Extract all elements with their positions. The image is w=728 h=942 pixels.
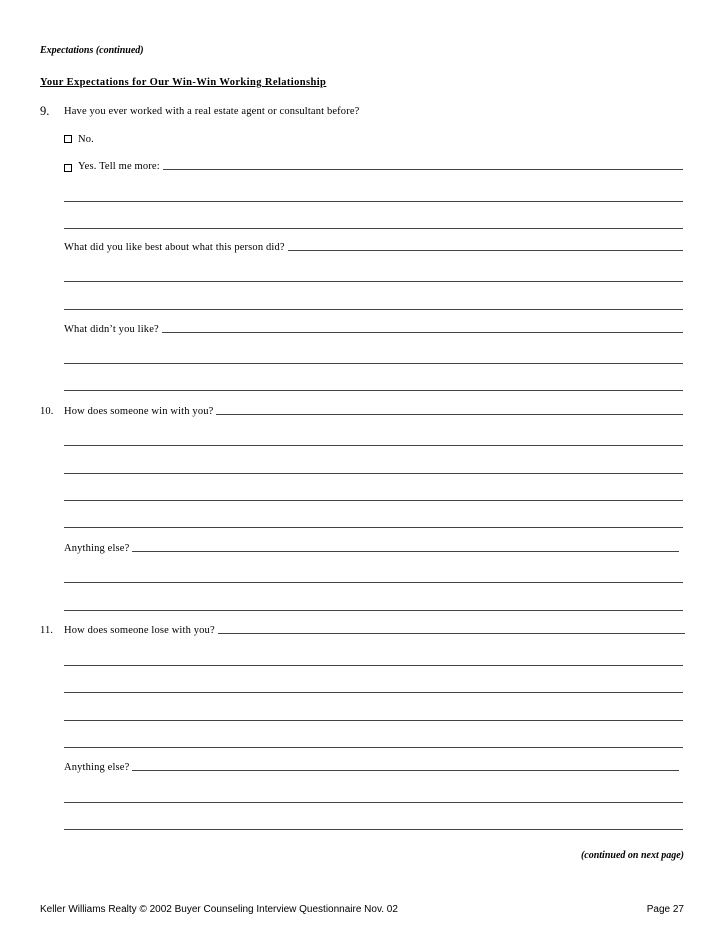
q11-anything-else-row [64, 762, 679, 773]
answer-line[interactable] [64, 363, 683, 364]
answer-line[interactable] [64, 829, 683, 830]
q10-anything-else-row [64, 543, 679, 554]
question-10-number: 10. [40, 406, 54, 417]
question-10-text: How does someone win with you? [64, 406, 214, 417]
question-11-text: How does someone lose with you? [64, 625, 215, 636]
answer-line[interactable] [64, 500, 683, 501]
answer-line[interactable] [288, 250, 683, 251]
answer-line[interactable] [64, 720, 683, 721]
anything-else-prompt: Anything else? [64, 762, 130, 773]
continued-note: (continued on next page) [580, 850, 684, 861]
answer-line[interactable] [216, 414, 683, 415]
option-yes-label: Yes. Tell me more: [78, 161, 160, 172]
answer-line[interactable] [64, 802, 683, 803]
checkbox-icon[interactable] [64, 164, 72, 172]
liked-best-row [64, 242, 683, 253]
section-label: Expectations (continued) [40, 45, 144, 56]
option-no[interactable] [64, 134, 94, 145]
didnt-like-row [64, 324, 683, 335]
answer-line[interactable] [64, 228, 683, 229]
answer-line[interactable] [64, 610, 683, 611]
page-heading: Your Expectations for Our Win-Win Working Relationship [40, 77, 327, 88]
page-number: Page 27 [646, 904, 684, 915]
answer-line[interactable] [64, 309, 683, 310]
question-10-row [40, 406, 683, 417]
answer-line[interactable] [64, 473, 683, 474]
answer-line[interactable] [64, 692, 683, 693]
question-9-number: 9. [40, 104, 50, 118]
anything-else-prompt: Anything else? [64, 543, 130, 554]
answer-line[interactable] [64, 582, 683, 583]
answer-line[interactable] [163, 169, 683, 170]
option-no-label: No. [78, 134, 94, 145]
answer-line[interactable] [64, 281, 683, 282]
question-11-row [40, 625, 685, 636]
answer-line[interactable] [162, 332, 683, 333]
answer-line[interactable] [132, 770, 679, 771]
didnt-like-prompt: What didn’t you like? [64, 324, 159, 335]
question-9-text: Have you ever worked with a real estate agent or consultant before? [64, 106, 360, 117]
checkbox-icon[interactable] [64, 135, 72, 143]
question-11-number: 11. [40, 625, 54, 636]
answer-line[interactable] [64, 390, 683, 391]
answer-line[interactable] [64, 747, 683, 748]
answer-line[interactable] [64, 527, 683, 528]
answer-line[interactable] [64, 201, 683, 202]
option-yes-row [64, 161, 683, 172]
answer-line[interactable] [218, 633, 685, 634]
answer-line[interactable] [64, 665, 683, 666]
liked-best-prompt: What did you like best about what this person did? [64, 242, 285, 253]
footer-left: Keller Williams Realty © 2002 Buyer Counseling Interview Questionnaire Nov. 02 [40, 904, 398, 915]
answer-line[interactable] [132, 551, 679, 552]
answer-line[interactable] [64, 445, 683, 446]
